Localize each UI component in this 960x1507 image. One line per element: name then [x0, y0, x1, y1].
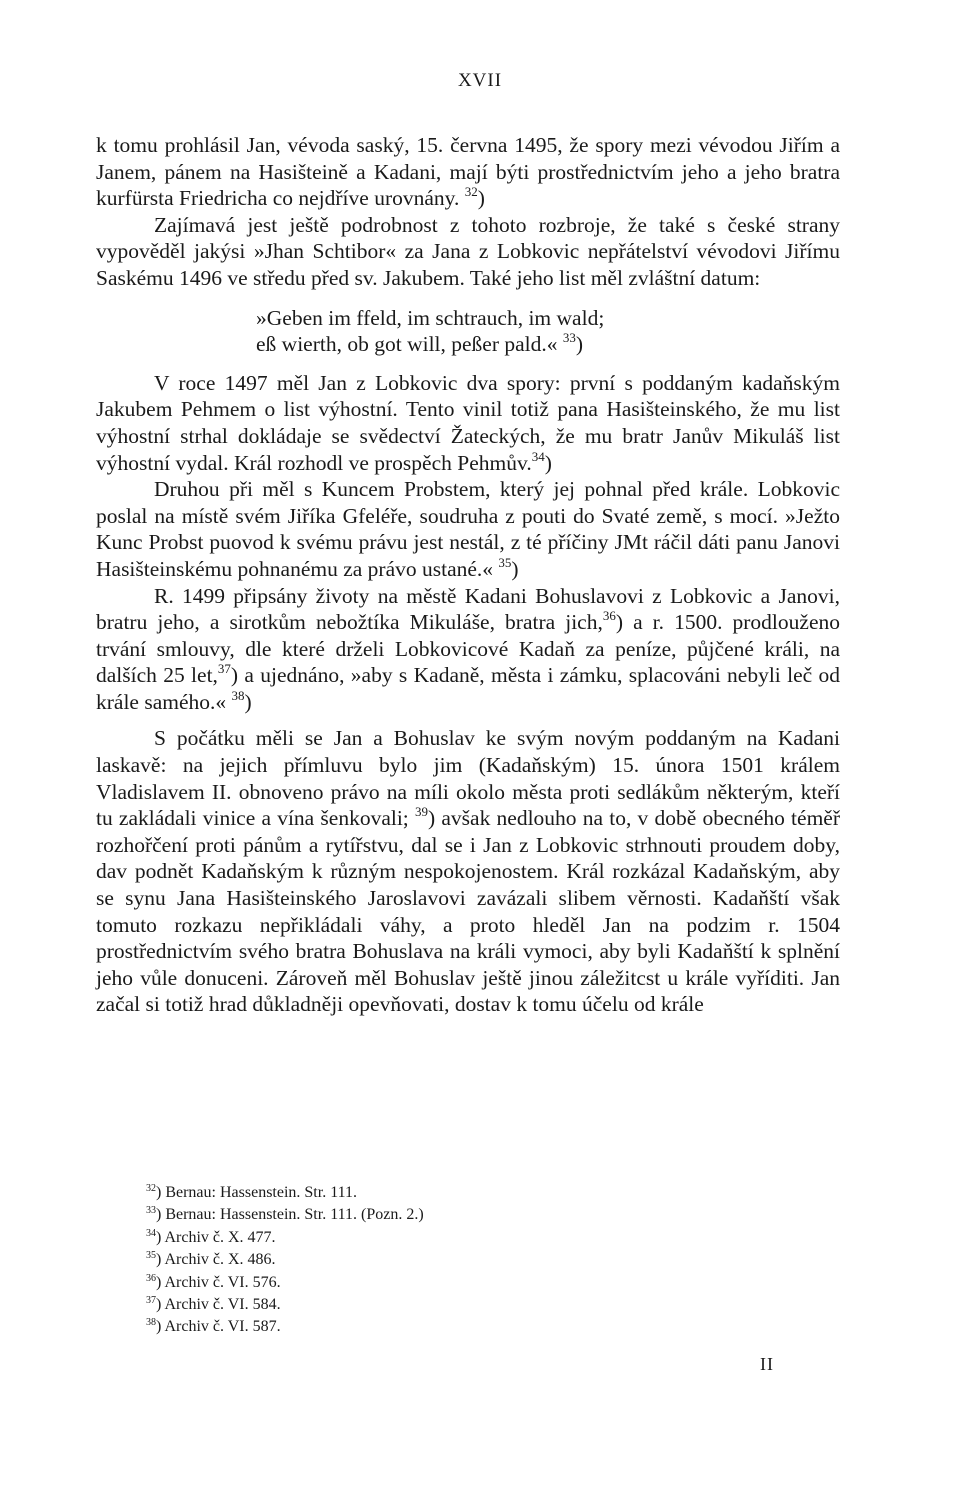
- footnote-ref: 36: [602, 608, 616, 624]
- footnote-ref: 33: [562, 330, 576, 346]
- footnote: $^{36}$) Archiv č. VI. 576.: [146, 1272, 281, 1291]
- paragraph-text: Zajímavá jest ještě podrobnost z tohoto rozbroje, že také s české strany vypověděl jakýsi »Jhan Schtibor« za Jana z Lobkovic nepřátelství vévodovi Jiřímu Saskému 1496 ve středu před sv. Jakubem. Také jeho list měl zvláštní datum:: [96, 212, 840, 290]
- paragraph-text: Druhou při měl s Kuncem Probstem, který jej pohnal před krále. Lobkovic poslal na místě svém Jiříka Gfeléře, soudruha z pouti do Svaté země, s mocí. »Ježto Kunc Probst puovod k svému právu jest nestál, z té příčiny JMt ráčil dáti panu Janovi Hasišteinskému pohnanému za právo ustané.«: [96, 477, 840, 581]
- footnote-ref: 38: [231, 687, 245, 703]
- footnote: $^{34}$) Archiv č. X. 477.: [146, 1227, 276, 1246]
- paragraph-3: V roce 1497 měl Jan z Lobkovic dva spory: první s poddaným kadaňským Jakubem Pehmem o list výhostní. Tento vinil totiž pana Hasišteinského, že mu list výhostní strhal dokládaje se svědectví Žateckých, že mu bratr Janův Mikuláš list výhostní vydal. Král rozhodl ve prospěch Pehmův.$^{34}$): [96, 370, 840, 475]
- footnote-ref: 35: [498, 554, 512, 570]
- footnotes: [146, 1182, 424, 1339]
- paragraph-1: k tomu prohlásil Jan, vévoda saský, 15. června 1495, že spory mezi vévodou Jiřím a Janem, pánem na Hasišteině a Kadani, mají býti prostřednictvím jeho a jeho bratra kurfürsta Friedricha co nejdříve urovnány. $^{32}$): [96, 133, 840, 211]
- footnote-ref: 32: [464, 184, 478, 200]
- footnote: $^{38}$) Archiv č. VI. 587.: [146, 1317, 281, 1336]
- footnote: $^{33}$) Bernau: Hassenstein. Str. 111. (Pozn. 2.): [146, 1205, 424, 1224]
- quote-line-2: eß wierth, ob got will, peßer pald.« $^{33}$): [256, 330, 584, 357]
- main-text: [96, 132, 840, 1018]
- quote-line-1: »Geben im ffeld, im schtrauch, im wald;: [256, 305, 605, 330]
- footnote: $^{37}$) Archiv č. VI. 584.: [146, 1295, 281, 1314]
- paragraph-6: S počátku měli se Jan a Bohuslav ke svým novým poddaným na Kadani laskavě: na jejich přímluvu bylo jim (Kadaňským) 15. února 1501 králem Vladislavem II. obnoveno právo na míli okolo města proti sedlákům některým, kteří tu zakládali vinice a vína šenkovali; $^{39}$) avšak nedlouho na to, v době obecného téměř rozhořčení proti pánům a rytířstvu, dal se i Jan z Lobkovic strhnouti proudem doby, dav podnět Kadaňským k různým nespokojenostem. Král rozkázal Kadaňským, aby se synu Jana Hasišteinského Jaroslavovi zavázali slibem věrnosti. Kadaňští však tomuto rozkazu nepřikládali váhy, a proto hleděl Jan na podzim r. 1504 prostřednictvím svého bratra Bohuslava na králi vymoci, aby byli Kadaňští k splnění jeho vůle donuceni. Zároveň měl Bohuslav ještě jinou záležitcst u krále vyříditi. Jan začal si totiž hrad důkladněji opevňovati, dostav k tomu účelu od krále: [96, 726, 841, 1017]
- footnote: $^{35}$) Archiv č. X. 486.: [146, 1250, 276, 1269]
- quotation: [256, 305, 840, 358]
- paragraph-2: [96, 212, 840, 292]
- paragraph-5: R. 1499 připsány životy na městě Kadani Bohuslavovi z Lobkovic a Janovi, bratru jeho, a sirotkům nebožtíka Mikuláše, bratra jich,$^{36}$) a r. 1500. prodlouženo trvání smlouvy, dle které drželi Lobkovicové Kadaň za peníze, půjčené králi, na dalších 25 let,$^{37}$) a ujednáno, »aby s Kadaně, města i zámku, splacováni nebyli leč od krále samého.« $^{38}$): [96, 583, 840, 714]
- paragraph-text: k tomu prohlásil Jan, vévoda saský, 15. června 1495, že spory mezi vévodou Jiřím a Janem, pánem na Hasišteině a Kadani, mají býti prostřednictvím jeho a jeho bratra kurfürsta Friedricha co nejdříve urovnány.: [96, 133, 840, 211]
- page-number: XVII: [457, 70, 503, 91]
- signature-mark: II: [760, 1354, 774, 1374]
- footnote-ref: 34: [531, 448, 545, 464]
- footnote-ref: 37: [217, 661, 231, 677]
- paragraph-text: V roce 1497 měl Jan z Lobkovic dva spory: první s poddaným kadaňským Jakubem Pehmem o list výhostní. Tento vinil totiž pana Hasišteinského, že mu list výhostní strhal dokládaje se svědectví Žateckých, že mu bratr Janův Mikuláš list výhostní vydal. Král rozhodl ve prospěch Pehmův.: [96, 370, 840, 475]
- footnote: $^{32}$) Bernau: Hassenstein. Str. 111.: [146, 1183, 358, 1201]
- paragraph-4: Druhou při měl s Kuncem Probstem, který jej pohnal před krále. Lobkovic poslal na místě svém Jiříka Gfeléře, soudruha z pouti do Svaté země, s mocí. »Ježto Kunc Probst puovod k svému právu jest nestál, z té příčiny JMt ráčil dáti panu Janovi Hasišteinskému pohnanému za právo ustané.« $^{35}$): [96, 477, 840, 581]
- footnote-ref: 39: [415, 804, 428, 820]
